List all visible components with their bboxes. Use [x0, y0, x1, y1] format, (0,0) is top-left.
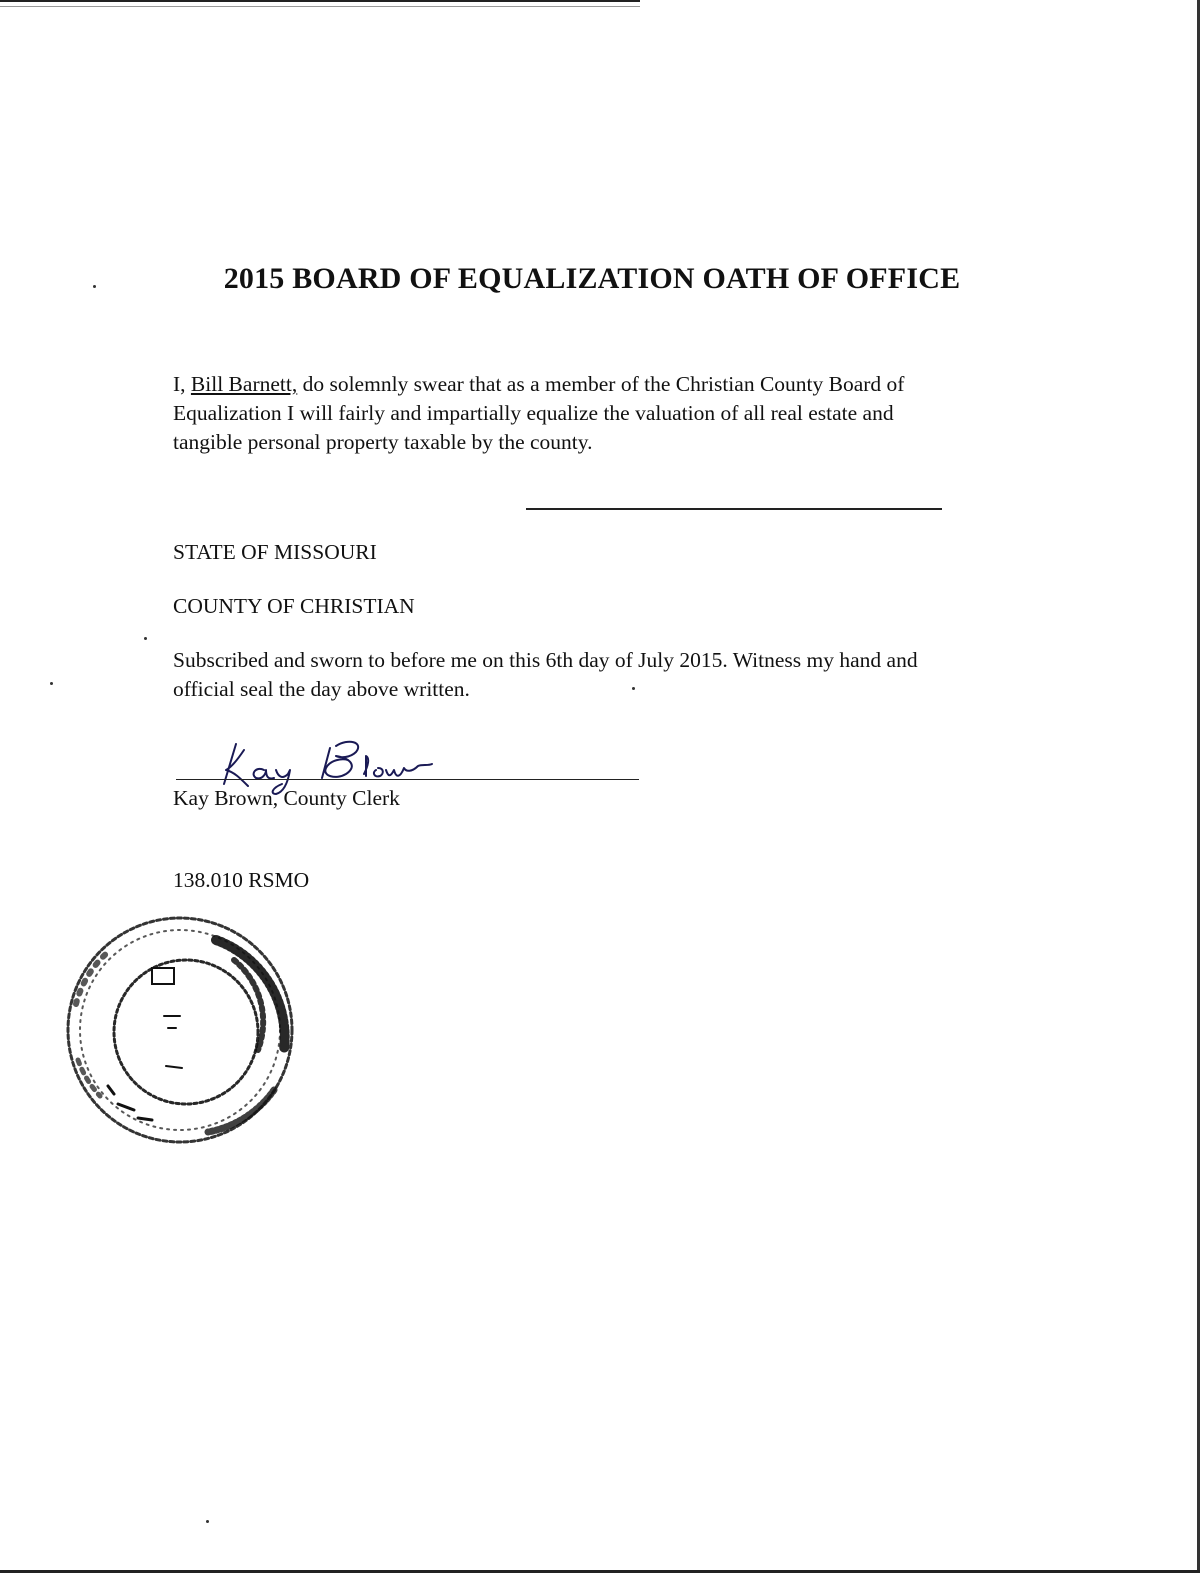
scan-edge-top-faint [0, 6, 640, 7]
scan-edge-top [0, 0, 640, 2]
document-title: 2015 BOARD OF EQUALIZATION OATH OF OFFICE [223, 262, 961, 295]
scan-speck [50, 682, 53, 685]
oath-prefix: I, [173, 372, 191, 396]
subscribed-line-1: Subscribed and sworn to before me on this 6th day of July 2015. Witness my hand and [173, 648, 918, 672]
oath-line-1: do solemnly swear that as a member of the Christian County Board of [297, 372, 905, 396]
oath-line-2: Equalization I will fairly and impartially equalize the valuation of all real estate and [173, 401, 894, 425]
county-line: COUNTY OF CHRISTIAN [173, 594, 415, 618]
clerk-name-title: Kay Brown, County Clerk [173, 786, 400, 810]
scan-speck [144, 637, 147, 640]
subscribed-paragraph [173, 646, 1023, 704]
clerk-signature-line [176, 779, 639, 781]
county-seal-stamp [48, 900, 308, 1160]
affiant-signature-line [526, 508, 942, 510]
oath-line-3: tangible personal property taxable by the county. [173, 430, 593, 454]
subscribed-line-2: official seal the day above written. [173, 677, 470, 701]
member-name: Bill Barnett, [190, 372, 298, 396]
oath-paragraph [173, 370, 1013, 457]
statute-reference: 138.010 RSMO [173, 868, 310, 892]
scan-speck [206, 1520, 209, 1523]
state-line: STATE OF MISSOURI [173, 540, 377, 564]
